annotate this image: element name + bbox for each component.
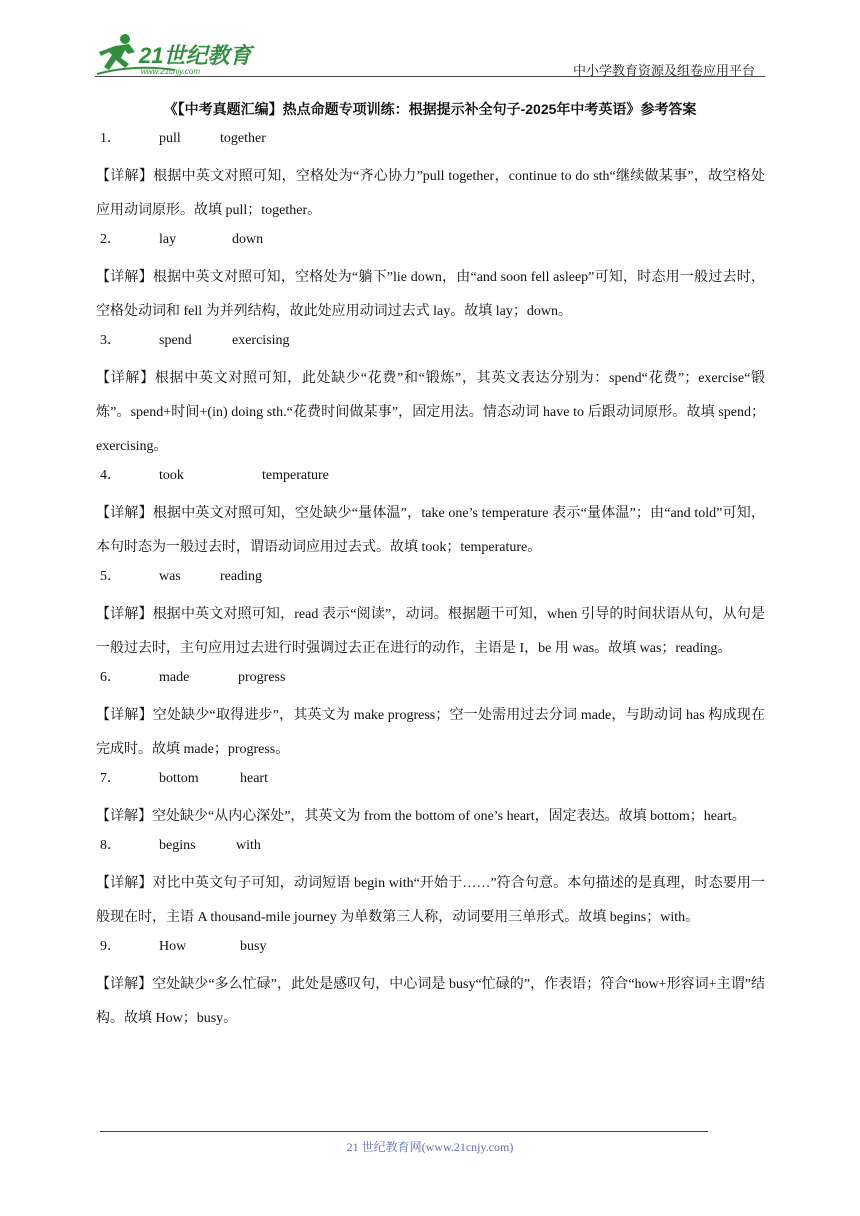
answer-blank-1: took xyxy=(159,468,184,483)
footer-text: 21 世纪教育网(www.21cnjy.com) xyxy=(346,1140,514,1154)
answer-explanation: 【详解】对比中英文句子可知，动词短语 begin with“开始于……”符合句意。本句描述的是真理，时态要用一般现在时，主语 A thousand-mile journey 为单数第三人称，动词要用三单形式。故填 begins；with。 xyxy=(96,876,765,925)
answer-number: 6． xyxy=(100,670,121,685)
answer-explanation: 【详解】空处缺少“从内心深处”，其英文为 from the bottom of one’s heart，固定表达。故填 bottom；heart。 xyxy=(96,809,746,824)
answer-blank-2: progress xyxy=(238,670,286,685)
answer-blank-2: with xyxy=(236,838,261,853)
answer-blank-1: How xyxy=(159,939,187,954)
answer-number: 7． xyxy=(100,771,121,786)
answer-blank-2: temperature xyxy=(262,468,329,483)
platform-name: 中小学教育资源及组卷应用平台 xyxy=(572,63,755,78)
answer-blank-2: reading xyxy=(220,569,262,584)
answer-blank-1: lay xyxy=(159,232,177,247)
answer-number: 3． xyxy=(100,333,121,348)
answer-row xyxy=(100,767,765,790)
header-divider xyxy=(95,76,765,77)
answer-blank-2: together xyxy=(220,131,266,146)
logo-21cnjy xyxy=(95,30,265,78)
footer-divider xyxy=(100,1131,708,1132)
answer-row xyxy=(100,464,765,487)
answer-row xyxy=(100,834,765,857)
answer-explanation: 【详解】根据中英文对照可知，空格处为“齐心协力”pull together，continue to do sth“继续做某事”，故空格处应用动词原形。故填 pull；together。 xyxy=(96,169,765,218)
answer-number: 5． xyxy=(100,569,121,584)
answer-number: 2． xyxy=(100,232,121,247)
answer-explanation: 【详解】空处缺少“取得进步”，其英文为 make progress；空一处需用过去分词 made，与助动词 has 构成现在完成时。故填 made；progress。 xyxy=(96,708,765,757)
answer-blank-2: down xyxy=(232,232,264,247)
answer-blank-2: exercising xyxy=(232,333,290,348)
answer-row xyxy=(100,565,765,588)
document-title: 《【中考真题汇编】热点命题专项训练：根据提示补全句子-2025年中考英语》参考答案 xyxy=(163,101,697,117)
answer-blank-1: spend xyxy=(159,333,192,348)
answer-explanation: 【详解】根据中英文对照可知，read 表示“阅读”，动词。根据题干可知，when 引导的时间状语从句，从句是一般过去时，主句应用过去进行时强调过去正在进行的动作，主语是 I，be 用 was。故填 was；reading。 xyxy=(96,607,765,656)
answer-blank-1: begins xyxy=(159,838,196,853)
answer-explanation: 【详解】根据中英文对照可知，此处缺少“花费”和“锻炼”，其英文表达分别为：spend“花费”；exercise“锻炼”。spend+时间+(in) doing sth.“花费时间做某事”，固定用法。情态动词 have to 后跟动词原形。故填 spend；exercising。 xyxy=(96,371,765,454)
answer-explanation: 【详解】空处缺少“多么忙碌”，此处是感叹句，中心词是 busy“忙碌的”，作表语；符合“how+形容词+主谓”结构。故填 How；busy。 xyxy=(96,977,765,1026)
answer-blank-1: made xyxy=(159,670,190,685)
svg-text:21世纪教育: 21世纪教育 xyxy=(139,43,252,68)
page-header xyxy=(95,30,765,80)
answer-number: 4． xyxy=(100,468,121,483)
answer-blank-1: was xyxy=(159,569,181,584)
answer-blank-2: busy xyxy=(240,939,267,954)
answer-blank-1: pull xyxy=(159,131,181,146)
answer-row xyxy=(100,329,765,352)
svg-text:www.21cnjy.com: www.21cnjy.com xyxy=(141,67,200,76)
answer-number: 1． xyxy=(100,131,121,146)
answer-list xyxy=(96,127,765,1036)
answer-row xyxy=(100,935,765,958)
answer-explanation: 【详解】根据中英文对照可知，空处缺少“量体温”，take one’s temperature 表示“量体温”；由“and told”可知，本句时态为一般过去时，谓语动词应用过去式。故填 took；temperature。 xyxy=(96,506,765,555)
answer-row xyxy=(100,666,765,689)
answer-row xyxy=(100,228,765,251)
answer-number: 9． xyxy=(100,939,121,954)
answer-blank-1: bottom xyxy=(159,771,199,786)
answer-row xyxy=(100,127,765,150)
answer-blank-2: heart xyxy=(240,771,268,786)
answer-number: 8． xyxy=(100,838,121,853)
answer-explanation: 【详解】根据中英文对照可知，空格处为“躺下”lie down，由“and soon fell asleep”可知，时态用一般过去时，空格处动词和 fell 为并列结构，故此处应用动词过去式 lay。故填 lay；down。 xyxy=(96,270,765,319)
